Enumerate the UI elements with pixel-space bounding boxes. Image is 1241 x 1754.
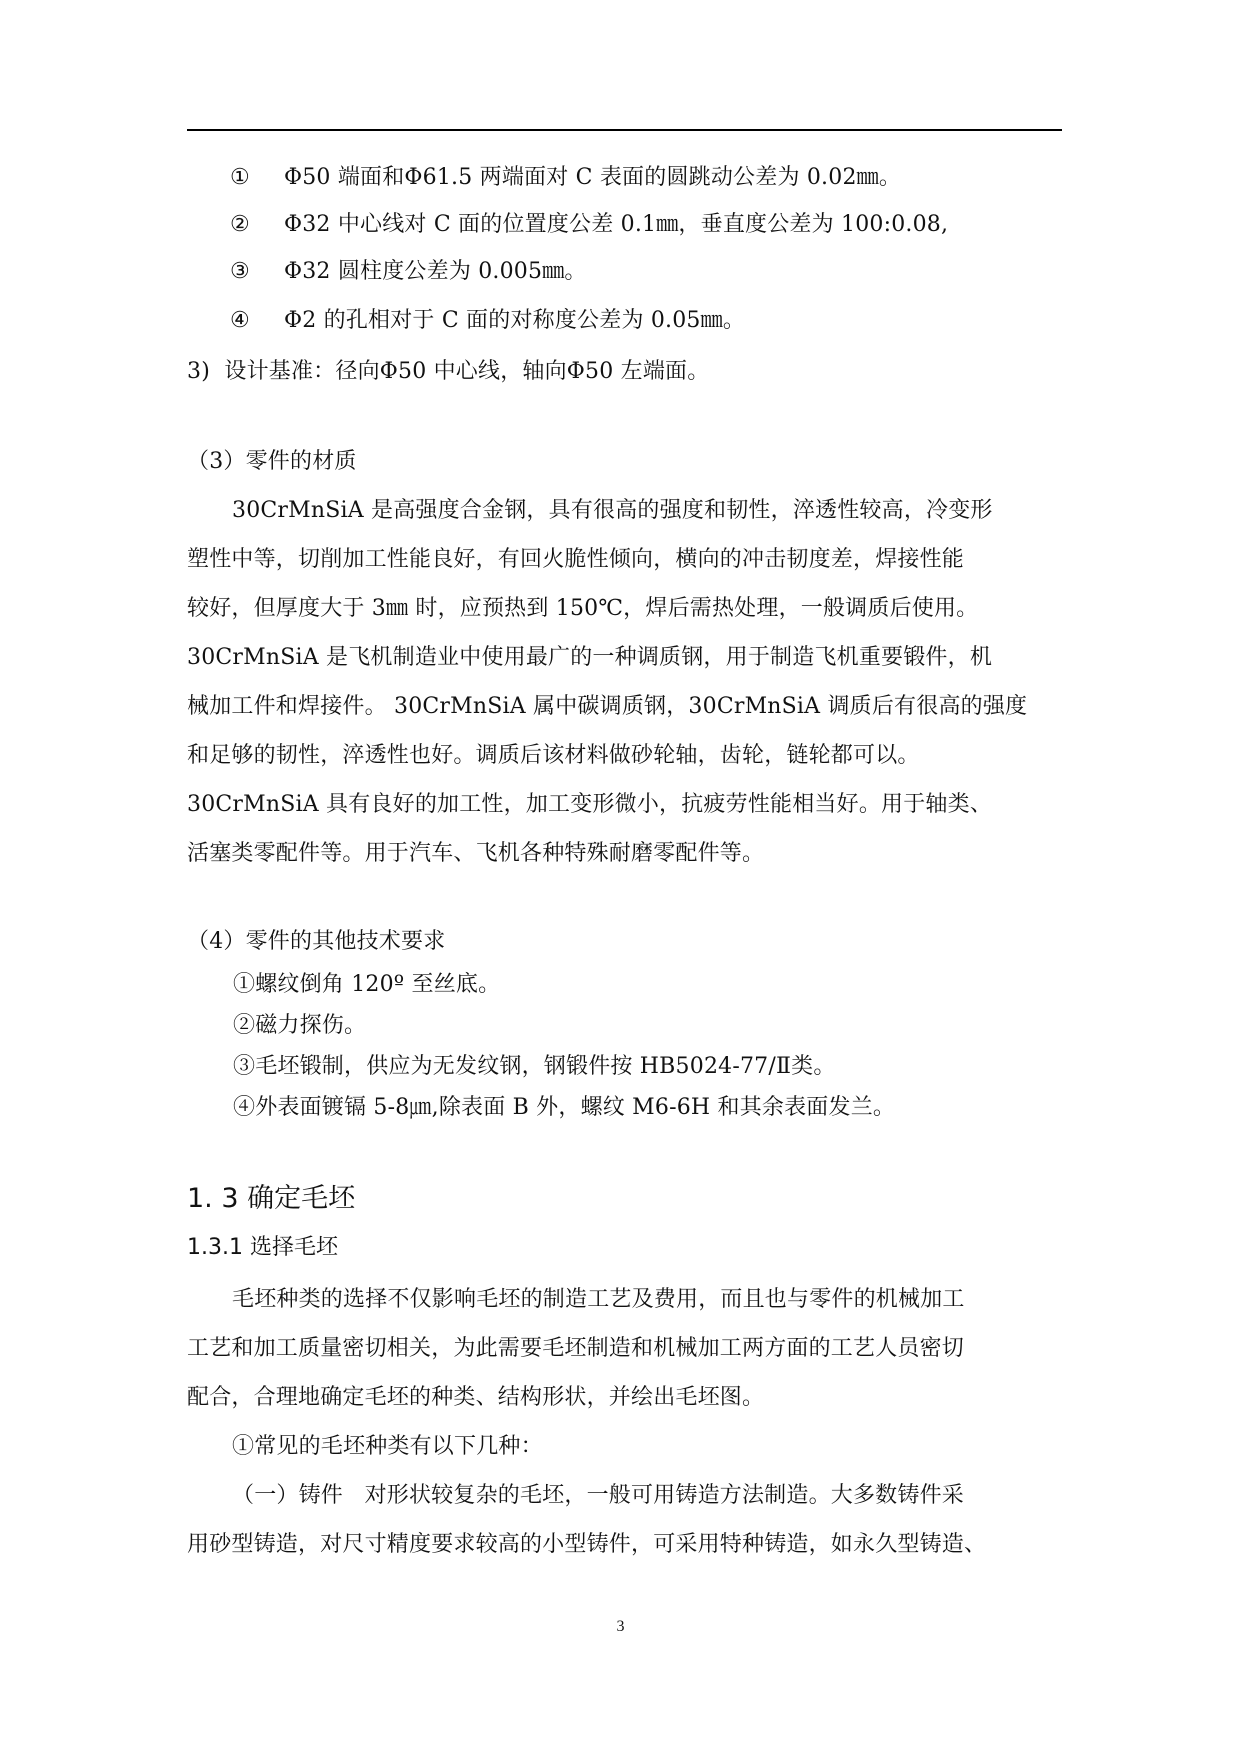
tolerance-text: Φ32 中心线对 C 面的位置度公差 0.1㎜，垂直度公差为 100:0.08,: [284, 212, 949, 237]
section-paragraph-line: 毛坯种类的选择不仅影响毛坯的制造工艺及费用，而且也与零件的机械加工: [232, 1287, 965, 1312]
design-basis: 3) 设计基准：径向Φ50 中心线，轴向Φ50 左端面。: [187, 359, 710, 384]
requirement-item: ②磁力探伤。: [233, 1013, 367, 1038]
tolerance-number: ③: [230, 259, 250, 284]
section-paragraph-line: 配合，合理地确定毛坯的种类、结构形状，并绘出毛坯图。: [187, 1385, 765, 1410]
material-paragraph-line: 30CrMnSiA 是高强度合金钢，具有很高的强度和韧性，淬透性较高，冷变形: [232, 498, 993, 523]
tolerance-item-4: [230, 307, 745, 335]
tolerance-number: ④: [230, 308, 250, 333]
material-paragraph-line: 塑性中等，切削加工性能良好，有回火脆性倾向，横向的冲击韧度差，焊接性能: [187, 547, 965, 572]
tolerance-number: ②: [230, 212, 250, 237]
tolerance-number: ①: [230, 165, 250, 190]
header-rule: [187, 129, 1062, 131]
page-number: 3: [616, 1618, 625, 1635]
tolerance-text: Φ32 圆柱度公差为 0.005㎜。: [284, 259, 587, 284]
material-paragraph-line: 30CrMnSiA 是飞机制造业中使用最广的一种调质钢，用于制造飞机重要锻件，机: [187, 645, 993, 670]
material-heading: （3）零件的材质: [187, 449, 357, 474]
material-paragraph-line: 和足够的韧性，淬透性也好。调质后该材料做砂轮轴，齿轮，链轮都可以。: [187, 743, 920, 768]
requirement-item: ③毛坯锻制，供应为无发纹钢，钢锻件按 HB5024-77/Ⅱ类。: [233, 1054, 836, 1079]
material-paragraph-line: 械加工件和焊接件。 30CrMnSiA 属中碳调质钢，30CrMnSiA 调质后有很高的强度: [187, 694, 1028, 719]
section-heading: 1. 3 确定毛坯: [187, 1183, 356, 1214]
section-paragraph-line: 用砂型铸造，对尺寸精度要求较高的小型铸件，可采用特种铸造，如永久型铸造、: [187, 1532, 987, 1557]
section-paragraph-line: 工艺和加工质量密切相关，为此需要毛坯制造和机械加工两方面的工艺人员密切: [187, 1336, 965, 1361]
requirement-item: ①螺纹倒角 120º 至丝底。: [233, 972, 501, 997]
material-paragraph-line: 较好，但厚度大于 3㎜ 时，应预热到 150℃，焊后需热处理，一般调质后使用。: [187, 596, 979, 621]
requirement-item: ④外表面镀镉 5-8㎛,除表面 B 外，螺纹 M6-6H 和其余表面发兰。: [233, 1095, 896, 1120]
material-paragraph-line: 30CrMnSiA 具有良好的加工性，加工变形微小，抗疲劳性能相当好。用于轴类、: [187, 792, 993, 817]
tolerance-item-1: [230, 164, 901, 192]
tolerance-item-2: [230, 211, 948, 239]
tolerance-item-3: [230, 258, 587, 286]
section-paragraph-line: ①常见的毛坯种类有以下几种：: [232, 1434, 543, 1459]
material-paragraph-line: 活塞类零配件等。用于汽车、飞机各种特殊耐磨零配件等。: [187, 841, 765, 866]
requirements-heading: （4）零件的其他技术要求: [187, 929, 446, 954]
tolerance-text: Φ2 的孔相对于 C 面的对称度公差为 0.05㎜。: [284, 308, 746, 333]
subsection-heading: 1.3.1 选择毛坯: [187, 1235, 338, 1260]
tolerance-text: Φ50 端面和Φ61.5 两端面对 C 表面的圆跳动公差为 0.02㎜。: [284, 165, 902, 190]
section-paragraph-line: （一）铸件 对形状较复杂的毛坯，一般可用铸造方法制造。大多数铸件采: [232, 1483, 964, 1508]
